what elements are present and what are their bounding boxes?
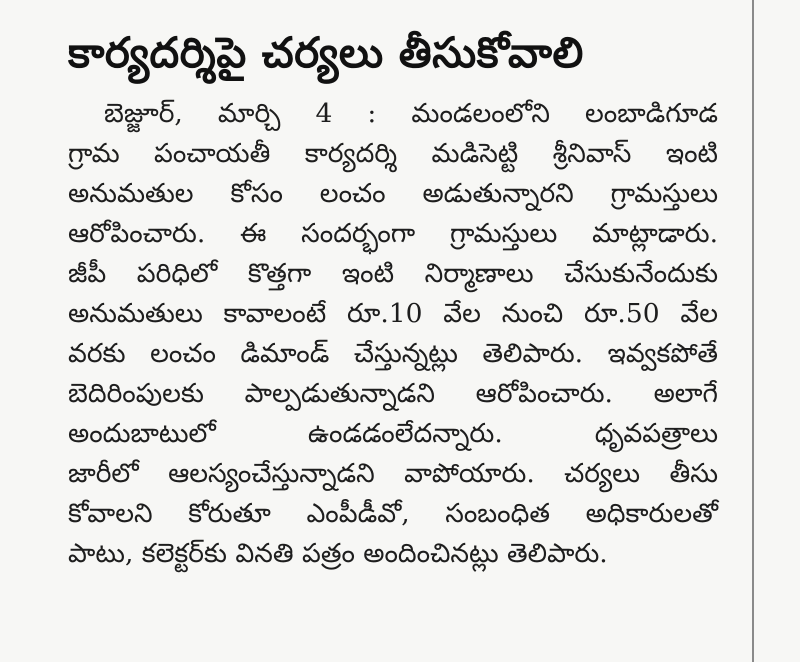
article-line: పాటు, కలెక్టర్‌కు వినతి పత్రం అందించినట్లు తెలిపారు. [68,538,608,569]
article-line: అందుబాటులో ఉండడంలేదన్నారు. ధృవపత్రాలు [68,418,718,449]
article-body [68,94,718,574]
article-line: జీపీ పరిధిలో కొత్తగా ఇంటి నిర్మాణాలు చేసుకునేందుకు [68,258,718,289]
article-line: బెదిరింపులకు పాల్పడుతున్నాడని ఆరోపించారు. అలాగే [68,378,718,409]
article-line: ఆరోపించారు. ఈ సందర్భంగా గ్రామస్తులు మాట్లాడారు. [68,218,718,249]
article-line: వరకు లంచం డిమాండ్ చేస్తున్నట్లు తెలిపారు. ఇవ్వకపోతే [68,338,718,369]
article-line: కోవాలని కోరుతూ ఎంపీడీవో, సంబంధిత అధికారులతో [68,498,718,529]
article-line: బెజ్జూర్, మార్చి 4 : మండలంలోని లంబాడిగూడ [104,98,718,129]
article-headline: కార్యదర్శిపై చర్యలు తీసుకోవాలి [68,28,584,77]
news-article [68,22,718,574]
cropped-previous-line [0,0,800,12]
cropped-next-line [0,650,800,662]
adjacent-column-cropped [770,0,800,662]
article-line: అనుమతుల కోసం లంచం అడుతున్నారని గ్రామస్తులు [68,178,718,209]
article-line: అనుమతులు కావాలంటే రూ.10 వేల నుంచి రూ.50 వేల [68,298,718,329]
article-line: జారీలో ఆలస్యంచేస్తున్నాడని వాపోయారు. చర్యలు తీసు [68,458,718,489]
column-divider [752,0,754,662]
article-line: గ్రామ పంచాయతీ కార్యదర్శి మడిసెట్టి శ్రీనివాస్ ఇంటి [68,138,718,169]
